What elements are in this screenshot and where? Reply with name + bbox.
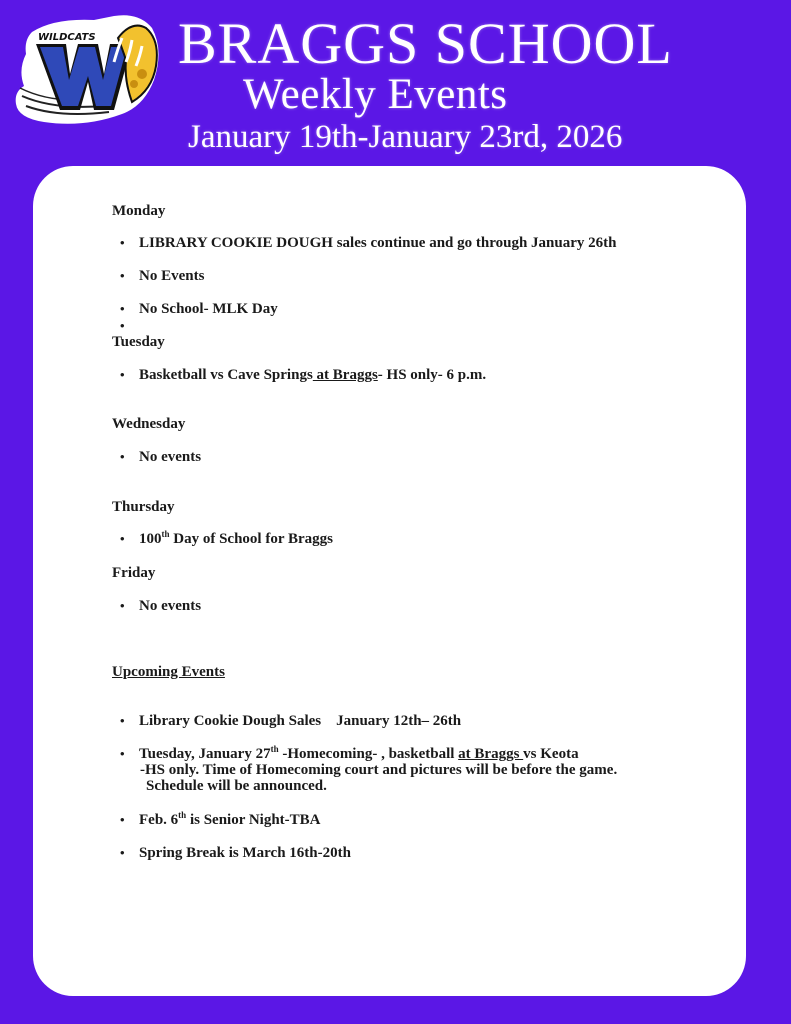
page-subtitle: Weekly Events — [243, 71, 508, 118]
list-item: • LIBRARY COOKIE DOUGH sales continue and go through January 26th — [120, 235, 617, 251]
list-item: • Basketball vs Cave Springs at Braggs- HS only- 6 p.m. — [120, 367, 487, 383]
bullet-icon: • — [120, 301, 125, 316]
day-heading-thursday: Thursday — [112, 499, 175, 515]
list-item-continuation: -HS only. Time of Homecoming court and pictures will be before the game. — [140, 762, 618, 778]
bullet-icon: • — [120, 812, 125, 827]
list-item: • 100th Day of School for Braggs — [120, 529, 333, 547]
wildcats-w-claw-icon — [14, 10, 162, 128]
svg-text:WILDCATS: WILDCATS — [38, 32, 96, 43]
bullet-icon: • — [120, 531, 125, 546]
day-heading-friday: Friday — [112, 565, 156, 581]
events-card — [33, 166, 746, 996]
location-underlined: at Braggs — [312, 367, 378, 383]
bullet-icon: • — [120, 367, 125, 382]
bullet-icon: • — [120, 235, 125, 250]
upcoming-events-heading: Upcoming Events — [112, 664, 225, 680]
list-item: • Spring Break is March 16th-20th — [120, 845, 351, 861]
list-item: • No events — [120, 598, 202, 614]
bullet-icon: • — [120, 746, 125, 761]
events-content — [33, 166, 746, 996]
location-underlined: at Braggs — [458, 746, 524, 762]
bullet-icon: • — [120, 318, 125, 333]
bullet-icon: • — [120, 268, 125, 283]
list-item: • No events — [120, 449, 202, 465]
list-item: • Library Cookie Dough Sales January 12th– 26th — [120, 713, 462, 729]
list-item: • No Events — [120, 268, 205, 284]
bullet-icon: • — [120, 598, 125, 613]
bullet-icon: • — [120, 449, 125, 464]
list-item: • Feb. 6th is Senior Night-TBA — [120, 810, 321, 828]
date-range: January 19th-January 23rd, 2026 — [188, 119, 623, 155]
school-title: BRAGGS SCHOOL — [178, 11, 673, 76]
bullet-icon: • — [120, 713, 125, 728]
day-heading-wednesday: Wednesday — [112, 416, 186, 432]
bullet-icon: • — [120, 845, 125, 860]
day-heading-monday: Monday — [112, 203, 166, 219]
list-item-continuation: Schedule will be announced. — [146, 778, 327, 794]
day-heading-tuesday: Tuesday — [112, 334, 165, 350]
list-item: • Tuesday, January 27th -Homecoming- , basketball at Braggs vs Keota — [120, 744, 579, 762]
wildcats-logo — [14, 10, 162, 128]
list-item: • No School- MLK Day — [120, 301, 278, 317]
